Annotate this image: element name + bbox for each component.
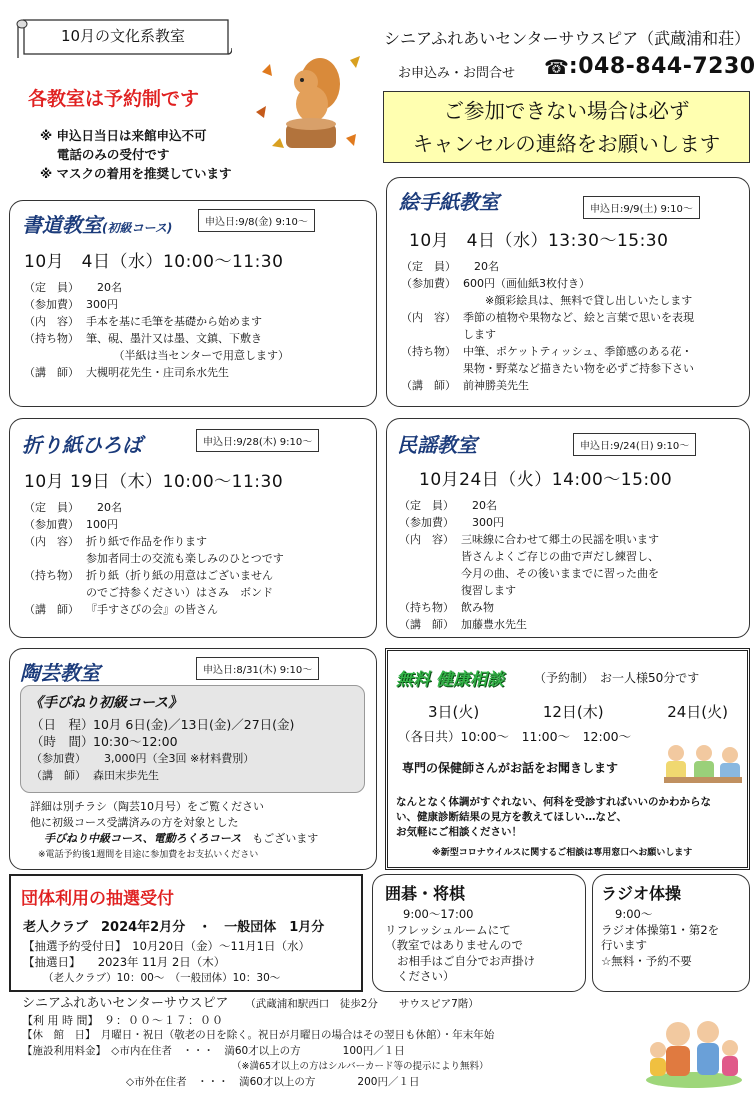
pottery-details	[31, 716, 361, 784]
footer-fee2: ◇市外在住者 ・・・ 満60才以上の方 200円／１日	[126, 1075, 420, 1088]
detail-row: 【抽選日】 2023年 11月 2日（木）	[23, 955, 226, 969]
health-desc: 専門の保健師さんがお話をお聞きします	[402, 761, 619, 775]
go-details: 9:00～17:00 リフレッシュルームにて （教室ではありませんので お相手はご自分でお声掛け ください）	[385, 907, 535, 983]
squirrel-illustration	[250, 42, 370, 162]
detail-row: （持ち物） 折り紙（折り紙の用意はございません のでご持参ください）はさみ ボンド	[24, 569, 273, 599]
footer-name-row: シニアふれあいセンターサウスピア （武蔵浦和駅西口 徒歩2分 サウスピア7階）	[22, 996, 479, 1011]
footer-fee-note: （※満65才以上の方はシルバーカード等の提示により無料）	[232, 1061, 489, 1072]
detail-row: （時 間） 10:30～12:00	[31, 734, 178, 749]
detail-row: 【抽選予約受付日】 10月20日（金）～11月1日（水）	[23, 939, 310, 953]
go-title: 囲碁・将棋	[385, 884, 466, 903]
cancel-line: ご参加できない場合は必ず	[443, 99, 690, 123]
health-section	[385, 648, 750, 870]
banner-title: 10月の文化系教室	[60, 27, 186, 45]
detail-row: （参加費） 300円	[24, 298, 118, 311]
group-line1: 老人クラブ 2024年2月分 ・ 一般団体 1月分	[23, 920, 325, 935]
pottery-apply-date: 申込日:8/31(木) 9:10～	[196, 657, 319, 680]
detail-row: （内 容） 手本を基に毛筆を基礎から始めます	[24, 315, 262, 328]
detail-row: （持ち物） 筆、硯、墨汁又は墨、文鎮、下敷き （半紙は当センターで用意します）	[24, 332, 290, 362]
calligraphy-details	[24, 279, 369, 381]
phone-row	[544, 54, 756, 79]
etegami-title: 絵手紙教室	[399, 190, 499, 214]
etegami-datetime: 10月 4日（水）13:30～15:30	[409, 231, 669, 251]
pottery-notes	[30, 799, 318, 863]
calligraphy-title-wrap	[22, 209, 172, 238]
pottery-course-title: 《手びねり初級コース》	[29, 695, 183, 711]
detail-row: （参加費） 3,000円（全3回 ※材料費別）	[31, 752, 255, 765]
etegami-apply-date: 申込日:9/9(土) 9:10～	[583, 196, 700, 219]
calligraphy-subtitle: (初級コース)	[102, 221, 173, 235]
pottery-section	[9, 648, 377, 870]
detail-row: （講 師） 前神勝美先生	[401, 379, 529, 392]
detail-row: （参加費） 100円	[24, 518, 118, 531]
pottery-course-box	[20, 685, 365, 793]
detail-row: （内 容） 三味線に合わせて郷土の民謡を唄います 皆さんよくご存じの曲で声だし練習し、 今月の曲、その後いままでに習った曲を 復習します	[399, 533, 659, 597]
detail-row: （内 容） 折り紙で作品を作ります 参加者同士の交流も楽しみのひとつです	[24, 535, 284, 565]
health-times: （各日共）10:00～ 11:00～ 12:00～	[398, 729, 632, 744]
note-line: 電話のみの受付です	[40, 147, 170, 162]
reservation-notice: 各教室は予約制です	[28, 88, 200, 110]
detail-row: （講 師） 『手すさびの会』の皆さん	[24, 603, 218, 616]
pottery-note: ※電話予約後1週間を目途に参加費をお支払いください	[38, 850, 259, 860]
health-dates	[428, 701, 728, 722]
detail-row: （老人クラブ）10：00～ （一般団体）10：30～	[43, 972, 281, 984]
pottery-title: 陶芸教室	[20, 661, 100, 685]
radio-exercise-section	[592, 874, 750, 992]
minyo-title: 民謡教室	[397, 433, 477, 457]
footer-hours: 【利 用 時 間】 ９：００～１７：００	[22, 1013, 224, 1027]
calligraphy-datetime: 10月 4日（水）10:00～11:30	[24, 252, 284, 272]
etegami-section	[386, 177, 750, 407]
pottery-note: 手びねり中級コース、電動ろくろコース もございます	[44, 832, 319, 845]
go-shogi-section	[372, 874, 586, 992]
group-section	[9, 874, 363, 992]
radio-details: 9:00～ ラジオ体操第1・第2を 行います ☆無料・予約不要	[601, 907, 720, 968]
minyo-datetime: 10月24日（火）14:00～15:00	[419, 470, 673, 490]
detail-row: （持ち物） 飲み物	[399, 601, 494, 614]
detail-row: （定 員） 20名	[399, 499, 497, 512]
phone-icon: ☎	[544, 54, 569, 79]
note-line: ※ マスクの着用を推奨しています	[40, 166, 232, 181]
detail-row: （持ち物） 中筆、ポケットティッシュ、季節感のある花・ 果物・野菜など描きたい物を必ずご持参下さい	[401, 345, 694, 375]
consultation-illustration	[660, 741, 744, 785]
detail-row: （定 員） 20名	[24, 501, 122, 514]
detail-row: （定 員） 20名	[24, 281, 122, 294]
footer-closed: 【休 館 日】 月曜日・祝日（敬老の日を除く。祝日が月曜日の場合はその翌日も休館）・年末年始	[22, 1029, 495, 1041]
detail-row: （講 師） 大槻明花先生・庄司糸水先生	[24, 366, 229, 379]
health-reserve: （予約制） お一人様50分です	[534, 671, 700, 685]
etegami-details	[401, 258, 746, 394]
footer	[22, 996, 632, 1090]
contact-label: お申込み・お問合せ	[398, 66, 516, 81]
origami-section	[9, 418, 377, 638]
group-title: 団体利用の抽選受付	[21, 889, 174, 909]
calligraphy-apply-date: 申込日:9/8(金) 9:10～	[198, 209, 315, 232]
detail-row: （参加費） 600円（画仙紙3枚付き） ※顔彩絵具は、無料で貸し出しいたします	[401, 277, 693, 307]
health-date: 3日(火)	[428, 703, 480, 721]
calligraphy-section	[9, 200, 377, 407]
minyo-apply-date: 申込日:9/24(日) 9:10～	[573, 433, 696, 456]
cancel-line: キャンセルの連絡をお願いします	[412, 132, 721, 156]
footer-fee: 【施設利用料金】 ◇市内在住者 ・・・ 満60才以上の方 100円／１日	[22, 1044, 405, 1057]
health-title: 無料 健康相談	[396, 665, 504, 690]
detail-row: （日 程） 10月 6日(金)／13日(金)／27日(金)	[31, 717, 295, 732]
pottery-note: 詳細は別チラシ（陶芸10月号）をご覧ください	[30, 800, 264, 813]
origami-datetime: 10月 19日（木）10:00～11:30	[24, 472, 284, 492]
pottery-note: 他に初級コース受講済みの方を対象とした	[30, 816, 239, 829]
phone-number: :048-844-7230	[568, 54, 756, 79]
health-date: 12日(木)	[542, 703, 604, 721]
origami-apply-date: 申込日:9/28(木) 9:10～	[196, 429, 319, 452]
minyo-details	[399, 497, 744, 633]
origami-title: 折り紙ひろば	[22, 433, 142, 457]
minyo-section	[386, 418, 750, 638]
detail-row: （参加費） 300円	[399, 516, 504, 529]
group-details	[23, 938, 310, 986]
detail-row: （定 員） 20名	[401, 260, 499, 273]
health-bold-text: なんとなく体調がすぐれない、何科を受診すればいいのかわからな い、健康診断結果の見方を教えてほしい…など、 お気軽にご相談ください！	[396, 796, 711, 838]
radio-title: ラジオ体操	[601, 884, 682, 903]
center-name: シニアふれあいセンターサウスピア（武蔵浦和荘）	[384, 29, 751, 48]
health-date: 24日(火)	[667, 703, 728, 721]
seniors-illustration	[644, 1010, 744, 1090]
detail-row: （講 師） 加藤豊水先生	[399, 618, 527, 631]
origami-details	[24, 499, 369, 618]
health-covid-note: ※新型コロナウイルスに関するご相談は専用窓口へお願いします	[432, 848, 693, 858]
calligraphy-title: 書道教室	[22, 213, 102, 237]
detail-row: （内 容） 季節の植物や果物など、絵と言葉で思いを表現 します	[401, 311, 694, 341]
banner-scroll	[14, 16, 232, 58]
cancel-notice	[383, 91, 750, 163]
note-line: ※ 申込日当日は来館申込不可	[40, 128, 207, 143]
detail-row: （講 師） 森田末歩先生	[31, 769, 159, 782]
header-notes	[40, 126, 232, 183]
